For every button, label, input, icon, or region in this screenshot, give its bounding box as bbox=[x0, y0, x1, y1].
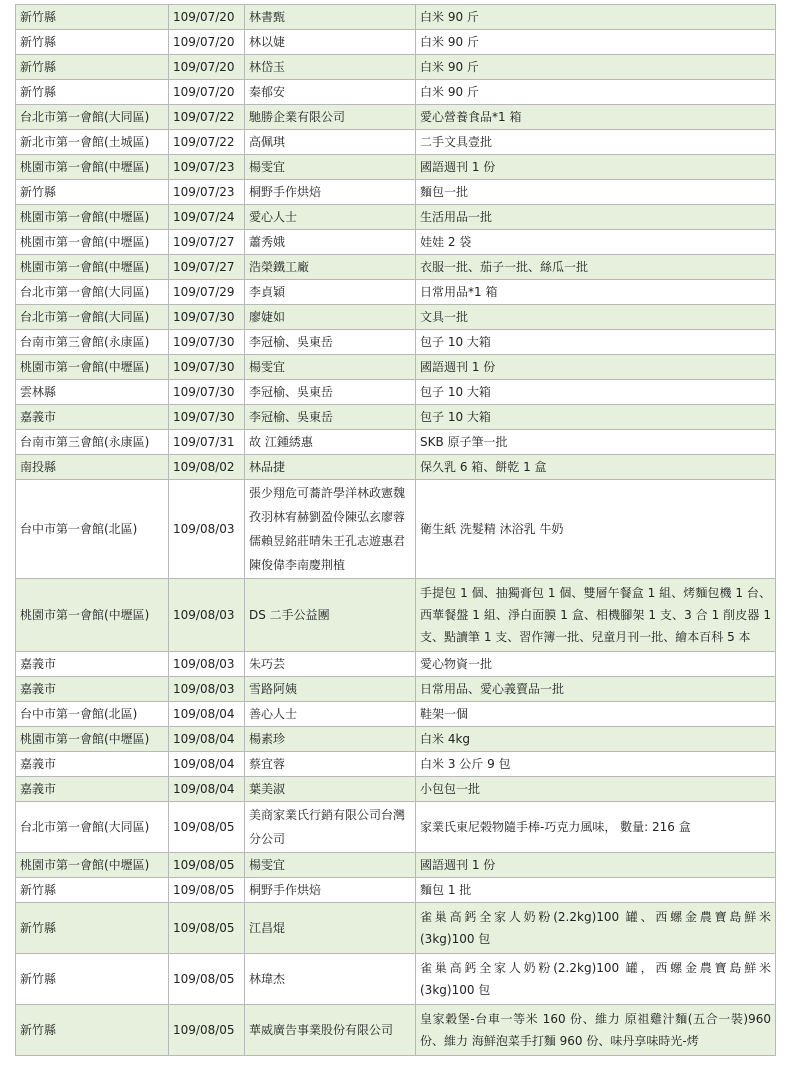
location-cell: 嘉義市 bbox=[16, 677, 169, 702]
location-cell: 新竹縣 bbox=[16, 55, 169, 80]
donor-cell: 浩榮鐵工廠 bbox=[245, 255, 416, 280]
date-cell: 109/07/22 bbox=[169, 130, 245, 155]
donor-cell: 雪路阿姨 bbox=[245, 677, 416, 702]
item-cell: 白米 90 斤 bbox=[416, 55, 776, 80]
donor-cell: 朱巧芸 bbox=[245, 652, 416, 677]
location-cell: 台南市第三會館(永康區) bbox=[16, 430, 169, 455]
date-cell: 109/08/03 bbox=[169, 579, 245, 652]
item-cell: 國語週刊 1 份 bbox=[416, 355, 776, 380]
donor-cell: 林品捷 bbox=[245, 455, 416, 480]
donor-cell: 張少翔危可蕎許學洋林政憲魏孜羽林宥赫劉盈伶陳弘玄廖蓉儒賴昱銘莊晴朱王孔志遊惠君陳俊偉李南慶荆植 bbox=[245, 480, 416, 579]
donor-cell: 楊雯宜 bbox=[245, 853, 416, 878]
donor-cell: 華威廣告事業股份有限公司 bbox=[245, 1005, 416, 1056]
donor-cell: 楊雯宜 bbox=[245, 155, 416, 180]
item-cell: 麵包一批 bbox=[416, 180, 776, 205]
table-row bbox=[16, 853, 776, 878]
location-cell: 新竹縣 bbox=[16, 1005, 169, 1056]
date-cell: 109/08/03 bbox=[169, 677, 245, 702]
date-cell: 109/07/31 bbox=[169, 430, 245, 455]
table-row bbox=[16, 280, 776, 305]
table-row bbox=[16, 205, 776, 230]
date-cell: 109/07/23 bbox=[169, 155, 245, 180]
date-cell: 109/08/05 bbox=[169, 853, 245, 878]
location-cell: 桃園市第一會館(中壢區) bbox=[16, 355, 169, 380]
location-cell: 桃園市第一會館(中壢區) bbox=[16, 727, 169, 752]
item-cell: 小包包一批 bbox=[416, 777, 776, 802]
location-cell: 桃園市第一會館(中壢區) bbox=[16, 230, 169, 255]
table-row bbox=[16, 405, 776, 430]
location-cell: 台北市第一會館(大同區) bbox=[16, 802, 169, 853]
location-cell: 新竹縣 bbox=[16, 954, 169, 1005]
date-cell: 109/07/30 bbox=[169, 355, 245, 380]
donor-cell: 林瑋杰 bbox=[245, 954, 416, 1005]
item-cell: 家業氏東尼榖物隨手棒-巧克力風味， 數量: 216 盒 bbox=[416, 802, 776, 853]
table-row bbox=[16, 230, 776, 255]
donor-cell: 美商家業氏行銷有限公司台灣分公司 bbox=[245, 802, 416, 853]
table-row bbox=[16, 727, 776, 752]
location-cell: 台中市第一會館(北區) bbox=[16, 480, 169, 579]
item-cell: 娃娃 2 袋 bbox=[416, 230, 776, 255]
location-cell: 台北市第一會館(大同區) bbox=[16, 305, 169, 330]
item-cell: 國語週刊 1 份 bbox=[416, 155, 776, 180]
donor-cell: 桐野手作烘焙 bbox=[245, 878, 416, 903]
location-cell: 新北市第一會館(土城區) bbox=[16, 130, 169, 155]
location-cell: 新竹縣 bbox=[16, 903, 169, 954]
location-cell: 新竹縣 bbox=[16, 180, 169, 205]
table-row bbox=[16, 55, 776, 80]
table-row bbox=[16, 903, 776, 954]
item-cell: 日常用品*1 箱 bbox=[416, 280, 776, 305]
location-cell: 桃園市第一會館(中壢區) bbox=[16, 255, 169, 280]
location-cell: 嘉義市 bbox=[16, 405, 169, 430]
date-cell: 109/08/04 bbox=[169, 702, 245, 727]
item-cell: 二手文具壹批 bbox=[416, 130, 776, 155]
date-cell: 109/07/20 bbox=[169, 55, 245, 80]
table-row bbox=[16, 677, 776, 702]
donor-cell: 林岱玉 bbox=[245, 55, 416, 80]
donor-cell: 林書甄 bbox=[245, 5, 416, 30]
table-row bbox=[16, 777, 776, 802]
table-row bbox=[16, 954, 776, 1005]
item-cell: 包子 10 大箱 bbox=[416, 405, 776, 430]
table-row bbox=[16, 30, 776, 55]
donor-cell: 馳勝企業有限公司 bbox=[245, 105, 416, 130]
table-row bbox=[16, 430, 776, 455]
location-cell: 台北市第一會館(大同區) bbox=[16, 280, 169, 305]
date-cell: 109/07/24 bbox=[169, 205, 245, 230]
date-cell: 109/07/20 bbox=[169, 5, 245, 30]
donor-cell: 蔡宜蓉 bbox=[245, 752, 416, 777]
donor-cell: 李冠榆、吳東岳 bbox=[245, 330, 416, 355]
table-row bbox=[16, 579, 776, 652]
table-row bbox=[16, 355, 776, 380]
date-cell: 109/08/05 bbox=[169, 878, 245, 903]
date-cell: 109/08/04 bbox=[169, 777, 245, 802]
donor-cell: 秦郁安 bbox=[245, 80, 416, 105]
donor-cell: 桐野手作烘焙 bbox=[245, 180, 416, 205]
item-cell: 日常用品、愛心義賣品一批 bbox=[416, 677, 776, 702]
donor-cell: 楊雯宜 bbox=[245, 355, 416, 380]
date-cell: 109/07/30 bbox=[169, 330, 245, 355]
table-row bbox=[16, 105, 776, 130]
table-row bbox=[16, 80, 776, 105]
donation-table-body bbox=[16, 5, 776, 1056]
table-row bbox=[16, 1005, 776, 1056]
donor-cell: 江昌焜 bbox=[245, 903, 416, 954]
table-row bbox=[16, 802, 776, 853]
location-cell: 嘉義市 bbox=[16, 752, 169, 777]
date-cell: 109/07/20 bbox=[169, 30, 245, 55]
item-cell: 白米 90 斤 bbox=[416, 5, 776, 30]
date-cell: 109/07/23 bbox=[169, 180, 245, 205]
donor-cell: 廖婕如 bbox=[245, 305, 416, 330]
donor-cell: 善心人士 bbox=[245, 702, 416, 727]
date-cell: 109/08/03 bbox=[169, 652, 245, 677]
location-cell: 新竹縣 bbox=[16, 30, 169, 55]
item-cell: 愛心營養食品*1 箱 bbox=[416, 105, 776, 130]
date-cell: 109/07/27 bbox=[169, 255, 245, 280]
date-cell: 109/08/05 bbox=[169, 954, 245, 1005]
item-cell: 白米 4kg bbox=[416, 727, 776, 752]
location-cell: 南投縣 bbox=[16, 455, 169, 480]
location-cell: 新竹縣 bbox=[16, 878, 169, 903]
table-row bbox=[16, 155, 776, 180]
table-row bbox=[16, 878, 776, 903]
table-row bbox=[16, 380, 776, 405]
table-row bbox=[16, 330, 776, 355]
donor-cell: 李冠榆、吳東岳 bbox=[245, 380, 416, 405]
date-cell: 109/07/29 bbox=[169, 280, 245, 305]
item-cell: 愛心物資一批 bbox=[416, 652, 776, 677]
item-cell: 衛生紙 洗髮精 沐浴乳 牛奶 bbox=[416, 480, 776, 579]
donor-cell: 愛心人士 bbox=[245, 205, 416, 230]
date-cell: 109/08/03 bbox=[169, 480, 245, 579]
table-row bbox=[16, 652, 776, 677]
date-cell: 109/08/05 bbox=[169, 903, 245, 954]
table-row bbox=[16, 5, 776, 30]
date-cell: 109/07/22 bbox=[169, 105, 245, 130]
date-cell: 109/08/04 bbox=[169, 752, 245, 777]
location-cell: 台北市第一會館(大同區) bbox=[16, 105, 169, 130]
date-cell: 109/08/05 bbox=[169, 1005, 245, 1056]
location-cell: 嘉義市 bbox=[16, 652, 169, 677]
table-row bbox=[16, 255, 776, 280]
table-row bbox=[16, 752, 776, 777]
item-cell: 衣服一批、茄子一批、絲瓜一批 bbox=[416, 255, 776, 280]
location-cell: 桃園市第一會館(中壢區) bbox=[16, 155, 169, 180]
item-cell: 白米 3 公斤 9 包 bbox=[416, 752, 776, 777]
date-cell: 109/07/30 bbox=[169, 405, 245, 430]
location-cell: 台中市第一會館(北區) bbox=[16, 702, 169, 727]
location-cell: 桃園市第一會館(中壢區) bbox=[16, 205, 169, 230]
item-cell: 保久乳 6 箱、餅乾 1 盒 bbox=[416, 455, 776, 480]
location-cell: 台南市第三會館(永康區) bbox=[16, 330, 169, 355]
table-row bbox=[16, 130, 776, 155]
table-row bbox=[16, 480, 776, 579]
item-cell: 國語週刊 1 份 bbox=[416, 853, 776, 878]
donor-cell: 林以婕 bbox=[245, 30, 416, 55]
location-cell: 雲林縣 bbox=[16, 380, 169, 405]
item-cell: 麵包 1 批 bbox=[416, 878, 776, 903]
item-cell: 包子 10 大箱 bbox=[416, 380, 776, 405]
item-cell: 皇家穀堡-台車一等米 160 份、維力 原祖雞汁麵(五合一裝)960 份、維力 海鮮泡菜手打麵 960 份、味丹享味時光-烤 bbox=[416, 1005, 776, 1056]
item-cell: 生活用品一批 bbox=[416, 205, 776, 230]
table-row bbox=[16, 305, 776, 330]
donor-cell: 楊素珍 bbox=[245, 727, 416, 752]
donor-cell: 李冠榆、吳東岳 bbox=[245, 405, 416, 430]
location-cell: 嘉義市 bbox=[16, 777, 169, 802]
table-row bbox=[16, 702, 776, 727]
date-cell: 109/08/05 bbox=[169, 802, 245, 853]
date-cell: 109/07/27 bbox=[169, 230, 245, 255]
date-cell: 109/07/30 bbox=[169, 380, 245, 405]
item-cell: 鞋架一個 bbox=[416, 702, 776, 727]
donor-cell: DS 二手公益團 bbox=[245, 579, 416, 652]
date-cell: 109/08/04 bbox=[169, 727, 245, 752]
date-cell: 109/07/30 bbox=[169, 305, 245, 330]
donor-cell: 蕭秀娥 bbox=[245, 230, 416, 255]
location-cell: 新竹縣 bbox=[16, 5, 169, 30]
item-cell: 白米 90 斤 bbox=[416, 80, 776, 105]
donor-cell: 李貞穎 bbox=[245, 280, 416, 305]
item-cell: 雀巢高鈣全家人奶粉(2.2kg)100 罐、西螺金農寶島鮮米(3kg)100 包 bbox=[416, 903, 776, 954]
location-cell: 桃園市第一會館(中壢區) bbox=[16, 579, 169, 652]
location-cell: 桃園市第一會館(中壢區) bbox=[16, 853, 169, 878]
date-cell: 109/08/02 bbox=[169, 455, 245, 480]
item-cell: 文具一批 bbox=[416, 305, 776, 330]
table-row bbox=[16, 180, 776, 205]
table-row bbox=[16, 455, 776, 480]
item-cell: 雀巢高鈣全家人奶粉(2.2kg)100 罐，西螺金農寶島鮮米(3kg)100 包 bbox=[416, 954, 776, 1005]
date-cell: 109/07/20 bbox=[169, 80, 245, 105]
donor-cell: 高佩琪 bbox=[245, 130, 416, 155]
item-cell: SKB 原子筆一批 bbox=[416, 430, 776, 455]
item-cell: 手提包 1 個、抽獨膏包 1 個、雙層午餐盒 1 組、烤麵包機 1 台、西華餐盤 1 組、淨白面膜 1 盒、相機腳架 1 支、3 合 1 削皮器 1 支、點讀筆 1 支、習作簿一批、兒童月刊一批、繪本百科 5 本 bbox=[416, 579, 776, 652]
item-cell: 包子 10 大箱 bbox=[416, 330, 776, 355]
location-cell: 新竹縣 bbox=[16, 80, 169, 105]
donor-cell: 葉美淑 bbox=[245, 777, 416, 802]
item-cell: 白米 90 斤 bbox=[416, 30, 776, 55]
donation-table bbox=[15, 4, 776, 1056]
donor-cell: 故 江鍾綉惠 bbox=[245, 430, 416, 455]
